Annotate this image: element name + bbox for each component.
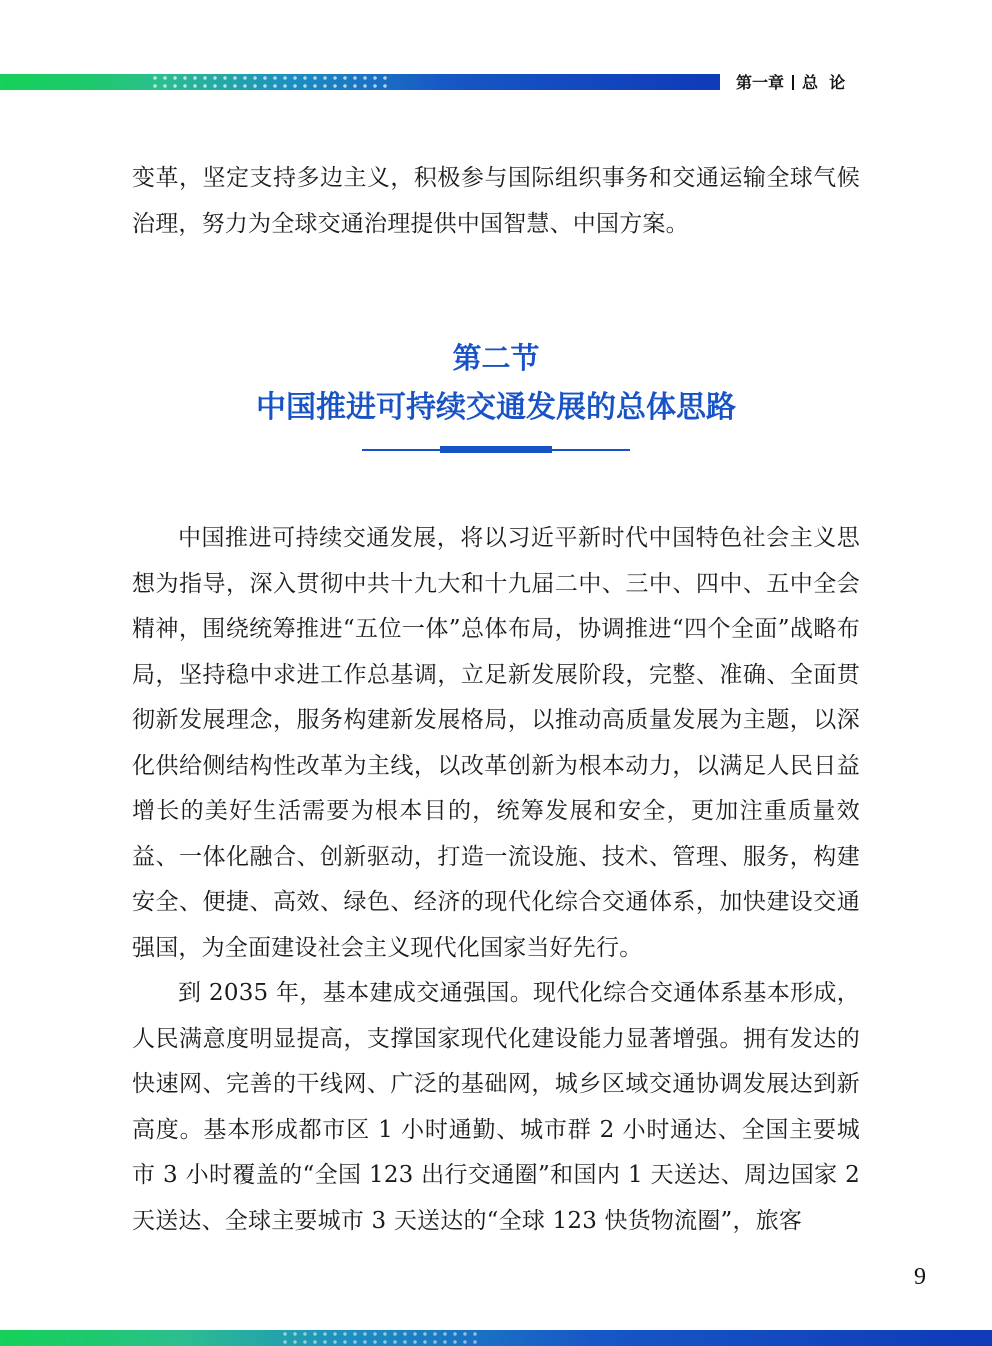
page-number: 9 [914, 1264, 926, 1290]
continued-paragraph [132, 156, 860, 247]
section-number: 第二节 [452, 341, 540, 375]
footer-dot-pattern [280, 1330, 480, 1346]
running-header [736, 73, 845, 93]
title-underline-accent [440, 446, 552, 453]
chapter-title: 总 论 [802, 73, 846, 92]
header-dot-pattern [150, 74, 390, 90]
footer-gradient-bar [0, 1330, 992, 1346]
chapter-number: 第一章 [736, 73, 785, 92]
section-title: 中国推进可持续交通发展的总体思路 [256, 390, 736, 425]
paragraph: 变革，坚定支持多边主义，积极参与国际组织事务和交通运输全球气候治理，努力为全球交通治理提供中国智慧、中国方案。 [132, 165, 860, 237]
paragraph: 到 2035 年，基本建成交通强国。现代化综合交通体系基本形成，人民满意度明显提高，支撑国家现代化建设能力显著增强。拥有发达的快速网、完善的干线网、广泛的基础网，城乡区域交通协调发展达到新高度。基本形成都市区 1 小时通勤、城市群 2 小时通达、全国主要城市 3 小时覆盖的“全国 123 出行交通圈”和国内 1 天送达、周边国家 2 天送达、全球主要城市 3 天送达的“全球 123 快货物流圈”，旅客 [132, 980, 860, 1234]
paragraph: 中国推进可持续交通发展，将以习近平新时代中国特色社会主义思想为指导，深入贯彻中共十九大和十九届二中、三中、四中、五中全会精神，围绕统筹推进“五位一体”总体布局，协调推进“四个全面”战略布局，坚持稳中求进工作总基调，立足新发展阶段，完整、准确、全面贯彻新发展理念，服务构建新发展格局，以推动高质量发展为主题，以深化供给侧结构性改革为主线，以改革创新为根本动力，以满足人民日益增长的美好生活需要为根本目的，统筹发展和安全，更加注重质量效益、一体化融合、创新驱动，打造一流设施、技术、管理、服务，构建安全、便捷、高效、绿色、经济的现代化综合交通体系，加快建设交通强国，为全面建设社会主义现代化国家当好先行。 [132, 525, 860, 961]
section-body [132, 516, 860, 1244]
header-divider [792, 75, 794, 90]
